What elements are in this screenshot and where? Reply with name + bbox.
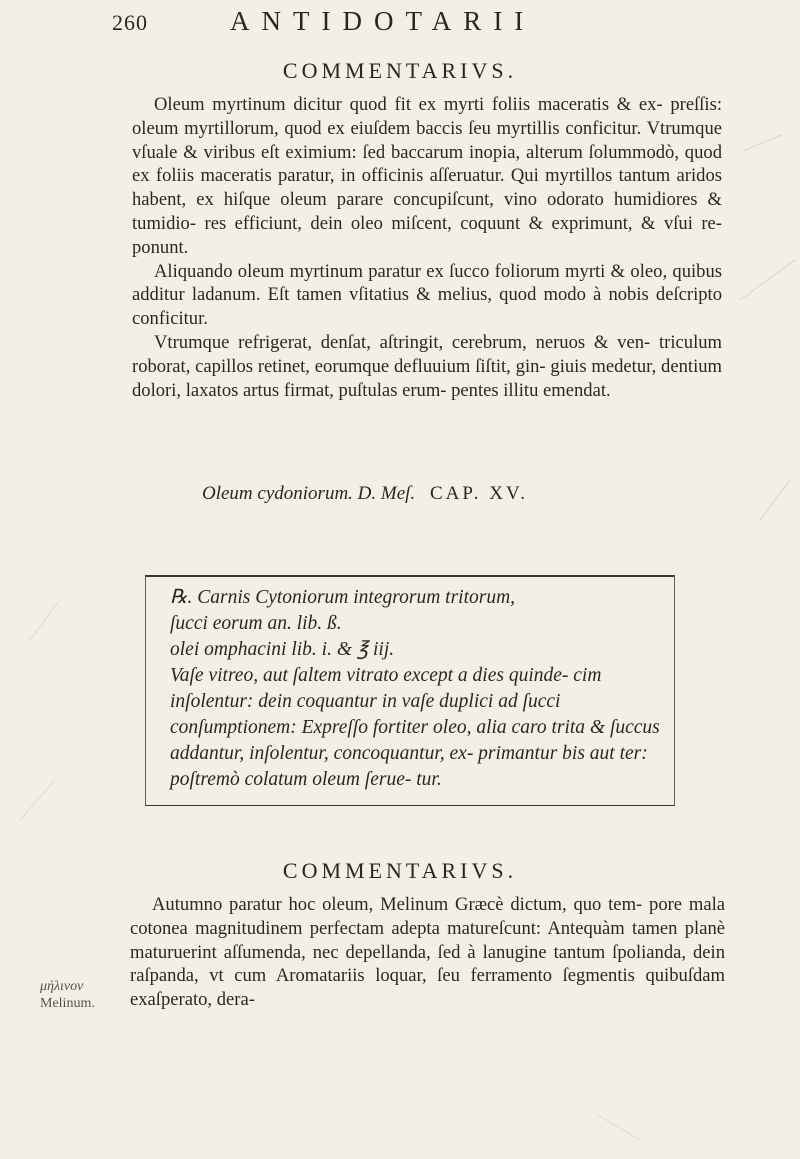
commentary-paragraph: Vtrumque refrigerat, denſat, aſtringit, cerebrum, neruos & ven- triculum roborat, capillos retinet, eorumque defluuium ſiſtit, gin- giuis medetur, dentium dolori, laxatos artus firmat, puſtulas erum- pentes illitu emendat. bbox=[132, 331, 722, 401]
commentary-text-1 bbox=[132, 93, 722, 402]
chapter-label: CAP. XV. bbox=[429, 483, 529, 504]
chapter-title: Oleum cydoniorum. D. Meſ. bbox=[202, 483, 416, 504]
recipe-line: Vaſe vitreo, aut ſaltem vitrato except a dies quinde- cim inſolentur: dein coquantur in vaſe duplici ad ſucci conſumptionem: Expreſſo fortiter oleo, alia caro trita & ſuccus addantur, inſolentur, concoquantur, ex- primantur bis aut ter: poſtremò colatum oleum ſerue- tur. bbox=[170, 665, 660, 790]
commentary-paragraph: Oleum myrtinum dicitur quod fit ex myrti foliis maceratis & ex- preſſis: oleum myrtillorum, quod ex eiuſdem baccis ſeu myrtillis conficitur. Vtrumque vſuale & viribus eſt eximium: ſed baccarum inopia, alterum ſolummodò, quod ex foliis maceratis paratur, in officinis aſſeruatur. Qui myrtillos tantum aridos habent, ex hiſque oleum parare concupiſcunt, vino odorato humidiores & tumidio- res efficiunt, dein oleo miſcent, coquunt & exprimunt, & vſui re- ponunt. bbox=[132, 94, 722, 258]
marginal-latin: Melinum. bbox=[40, 996, 95, 1011]
recipe-line: ℞. Carnis Cytoniorum integrorum tritorum, bbox=[170, 587, 516, 608]
commentary-text-2 bbox=[130, 893, 725, 1012]
recipe-text bbox=[170, 585, 675, 793]
marginal-note bbox=[40, 978, 120, 1012]
marginal-greek: μήλινον bbox=[40, 979, 84, 994]
page-number: 260 bbox=[112, 10, 148, 35]
recipe-line: ſucci eorum an. lib. ß. bbox=[170, 613, 342, 634]
recipe-line: olei omphacini lib. i. & ℥ iij. bbox=[170, 639, 395, 660]
running-head bbox=[112, 4, 700, 38]
book-title: ANTIDOTARII bbox=[230, 6, 536, 36]
commentary-heading-2: COMMENTARIVS. bbox=[282, 858, 518, 883]
commentary-paragraph: Autumno paratur hoc oleum, Melinum Græcè dictum, quo tem- pore mala cotonea magnitudinem perfectam adepta matureſcunt: Antequàm tamen planè maturuerint aſſumenda, nec depellanda, ſed à lanugine tantum ſpolianda, dein raſpanda, vt cum Aromatariis loquar, ſeu ferramento ſegmentis quibuſdam exaſperato, dera- bbox=[130, 894, 725, 1011]
chapter-heading bbox=[202, 483, 622, 505]
commentary-heading-1: COMMENTARIVS. bbox=[282, 58, 518, 83]
commentary-paragraph: Aliquando oleum myrtinum paratur ex ſucco foliorum myrti & oleo, quibus additur ladanum. Eſt tamen vſitatius & melius, quod modo à nobis deſcripto conficitur. bbox=[132, 260, 722, 330]
